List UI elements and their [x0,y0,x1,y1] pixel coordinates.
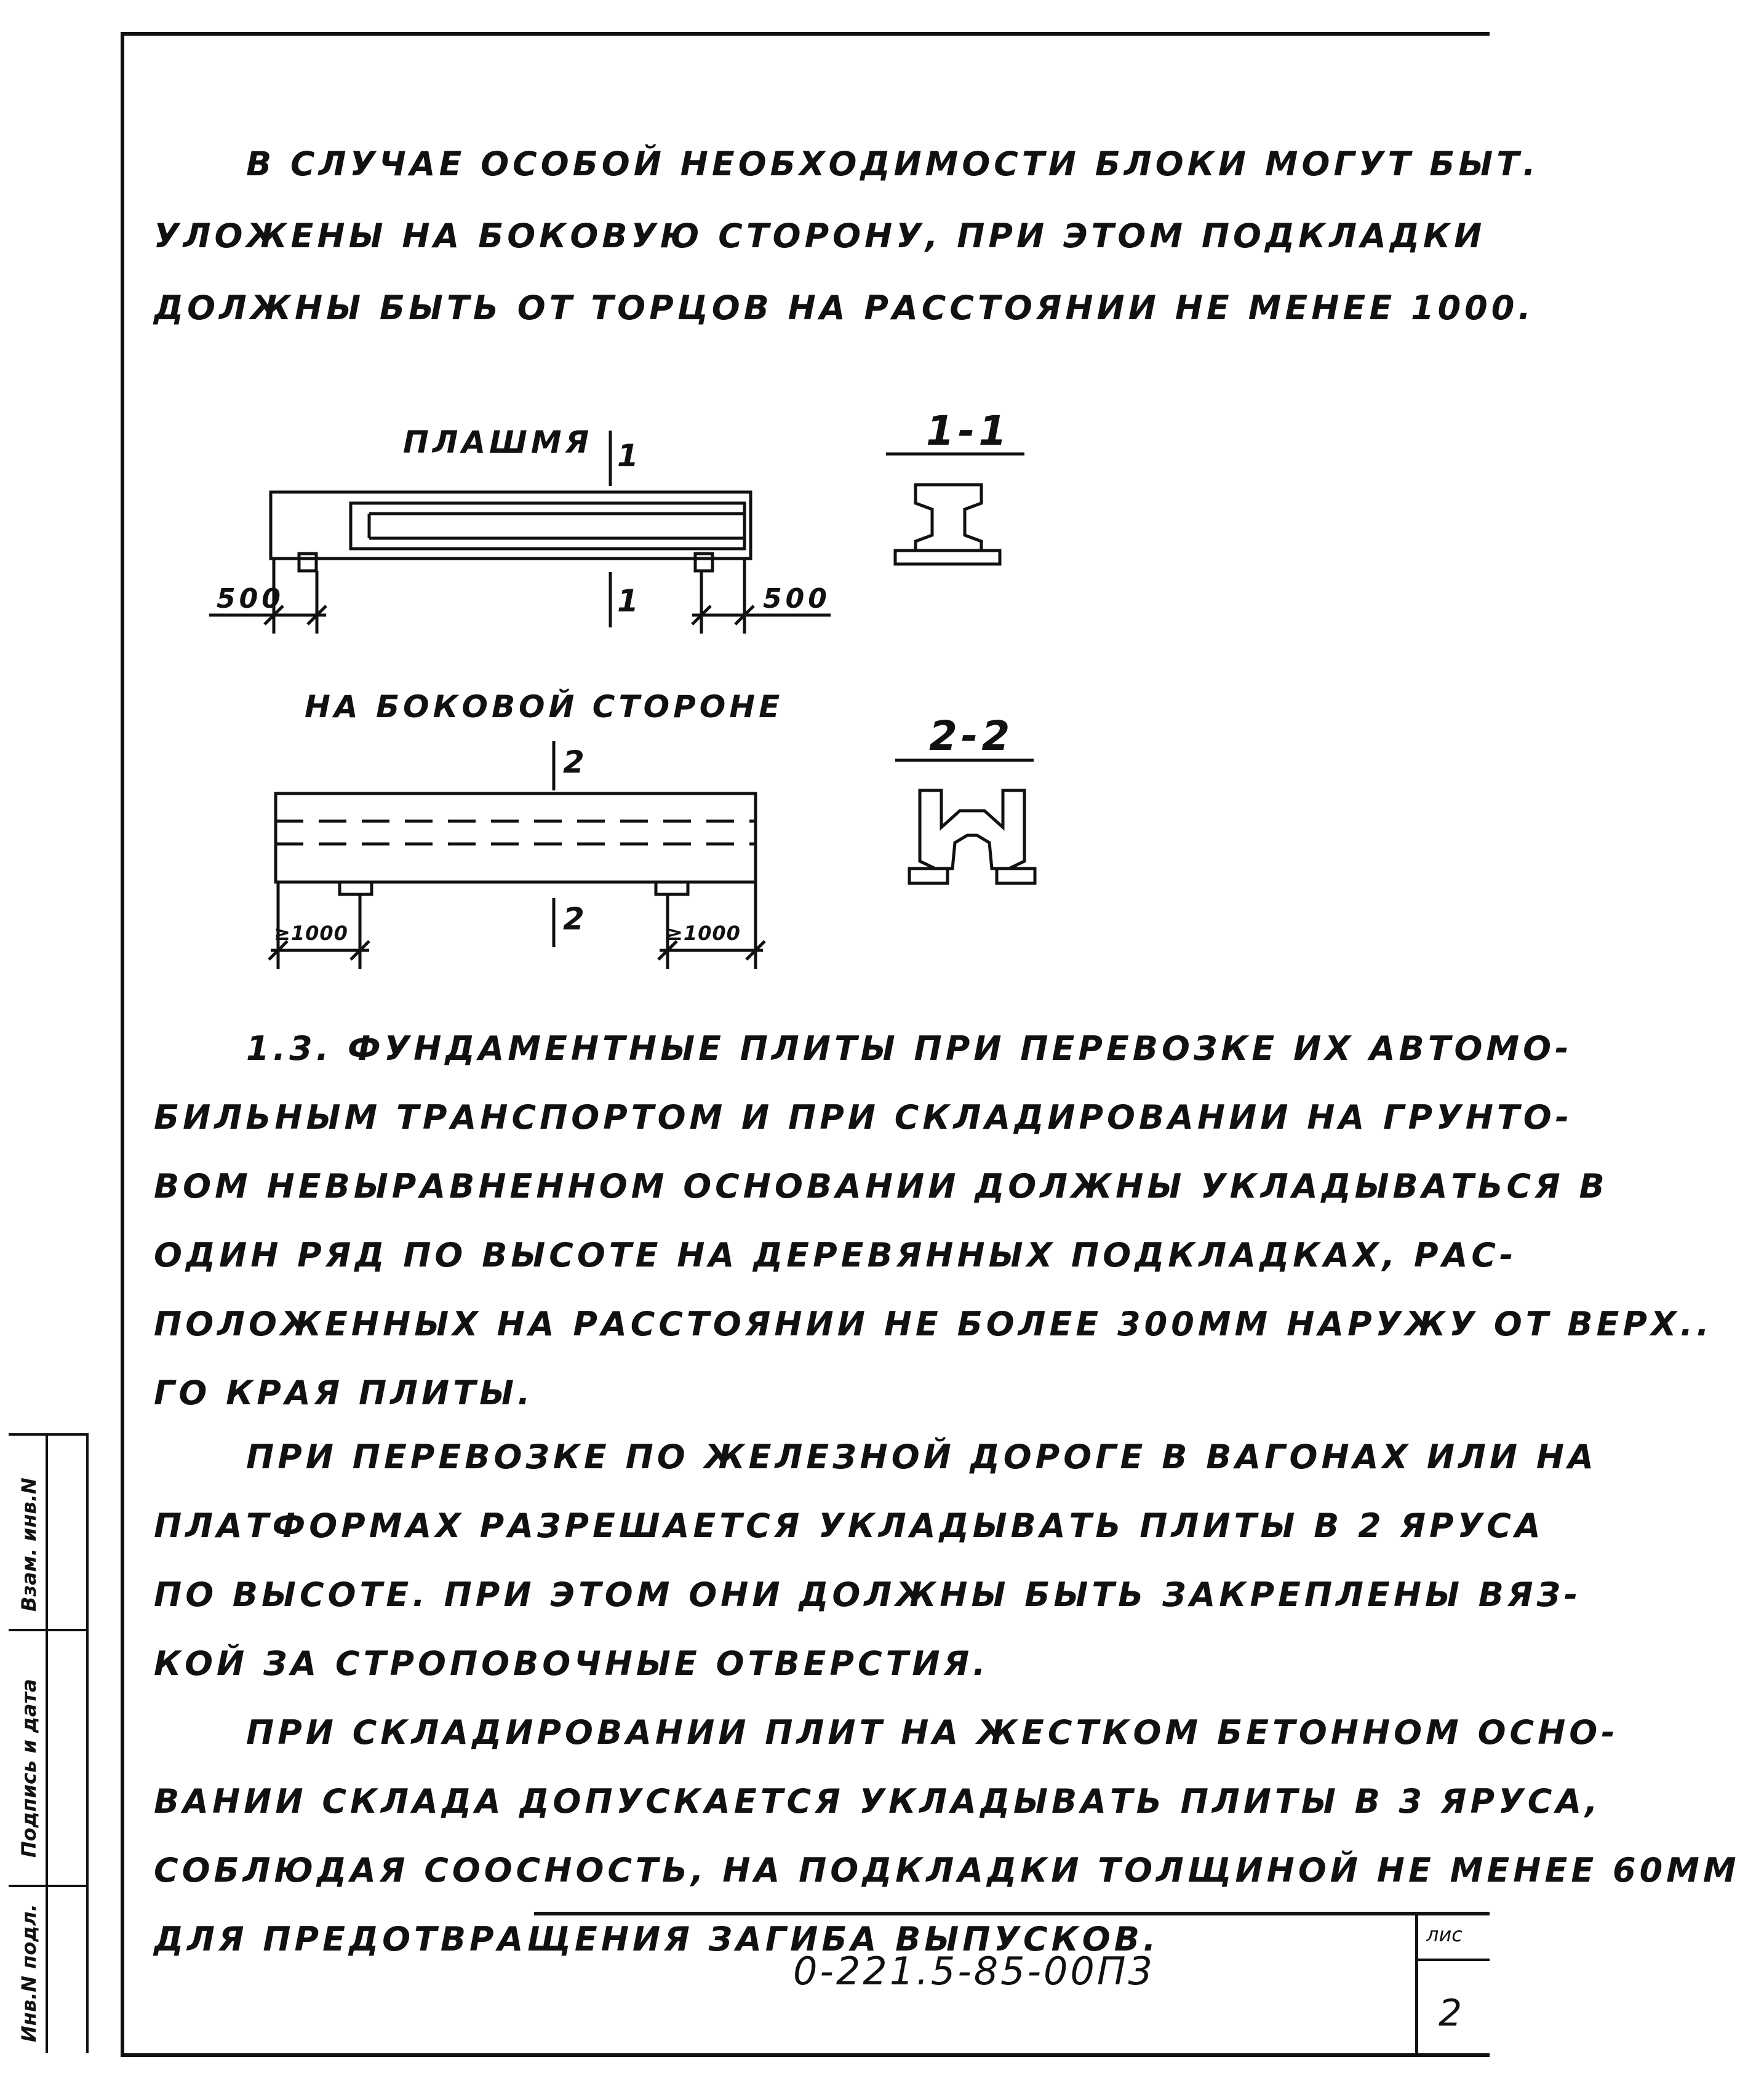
section-2-2-drawing [895,760,1035,883]
para13-line-2: БИЛЬНЫМ ТРАНСПОРТОМ И ПРИ СКЛАДИРОВАНИИ НА ГРУНТО- [154,1098,1573,1137]
dimension-right-1000: ≥1000 [666,921,741,945]
title-block-sheet-divider [1415,1959,1490,1961]
store-line-1: ПРИ СКЛАДИРОВАНИИ ПЛИТ НА ЖЕСТКОМ БЕТОННОМ ОСНО- [246,1713,1619,1752]
rail-line-3: ПО ВЫСОТЕ. ПРИ ЭТОМ ОНИ ДОЛЖНЫ БЫТЬ ЗАКРЕПЛЕНЫ ВЯЗ- [154,1575,1582,1614]
side-stamp-row-1 [9,1629,86,1631]
title-block-top-border [534,1912,1490,1915]
intro-line-2: УЛОЖЕНЫ НА БОКОВУЮ СТОРОНУ, ПРИ ЭТОМ ПОДКЛАДКИ [154,217,1486,255]
document-code: 0-221.5-85-00П3 [793,1949,1155,1994]
para13-line-5: ПОЛОЖЕННЫХ НА РАССТОЯНИИ НЕ БОЛЕЕ 300ММ НАРУЖУ ОТ ВЕРХ.. [154,1305,1713,1343]
rail-line-2: ПЛАТФОРМАХ РАЗРЕШАЕТСЯ УКЛАДЫВАТЬ ПЛИТЫ В 2 ЯРУСА [154,1506,1544,1545]
section-mark-2-bottom: 2 [563,901,588,937]
rail-line-1: ПРИ ПЕРЕВОЗКЕ ПО ЖЕЛЕЗНОЙ ДОРОГЕ В ВАГОНАХ ИЛИ НА [246,1438,1597,1476]
title-block-divider [1415,1912,1418,2053]
side-field-signature-date: Подпись и дата [17,1679,41,1858]
dimension-left-1000: ≥1000 [274,921,348,945]
para13-line-3: ВОМ НЕВЫРАВНЕННОМ ОСНОВАНИИ ДОЛЖНЫ УКЛАДЫВАТЬСЯ В [154,1167,1608,1206]
flat-label: ПЛАШМЯ [403,424,593,460]
section-1-1-drawing [886,454,1024,564]
dimension-left-500: 500 [217,583,284,614]
rail-line-4: КОЙ ЗА СТРОПОВОЧНЫЕ ОТВЕРСТИЯ. [154,1644,989,1683]
para13-line-6: ГО КРАЯ ПЛИТЫ. [154,1374,534,1412]
sheet-number: 2 [1439,1992,1463,2035]
para13-line-1: 1.3. ФУНДАМЕНТНЫЕ ПЛИТЫ ПРИ ПЕРЕВОЗКЕ ИХ АВТОМО- [246,1029,1573,1068]
flat-block-drawing [209,431,831,634]
dimension-right-500: 500 [763,583,831,614]
sheet-label: лис [1426,1923,1463,1946]
section-mark-2-top: 2 [563,744,588,780]
side-field-original-inv: Инв.N подл. [17,1904,41,2042]
section-title-2-2: 2-2 [929,712,1014,760]
side-stamp-col-2 [46,1433,89,2053]
side-stamp [9,1433,121,2053]
store-line-4: ДЛЯ ПРЕДОТВРАЩЕНИЯ ЗАГИБА ВЫПУСКОВ. [154,1920,1160,1959]
side-field-replace-inv: Взам. инв.N [17,1478,41,1612]
para13-line-4: ОДИН РЯД ПО ВЫСОТЕ НА ДЕРЕВЯННЫХ ПОДКЛАДКАХ, РАС- [154,1236,1517,1275]
section-mark-1-bottom: 1 [617,583,642,619]
side-stamp-row-top [9,1433,86,1436]
store-line-2: ВАНИИ СКЛАДА ДОПУСКАЕТСЯ УКЛАДЫВАТЬ ПЛИТЫ В 3 ЯРУСА, [154,1782,1602,1821]
section-mark-1-top: 1 [617,438,642,474]
side-stamp-row-2 [9,1885,86,1887]
side-label: НА БОКОВОЙ СТОРОНЕ [305,689,784,725]
store-line-3: СОБЛЮДАЯ СООСНОСТЬ, НА ПОДКЛАДКИ ТОЛЩИНОЙ НЕ МЕНЕЕ 60ММ [154,1851,1740,1890]
section-title-1-1: 1-1 [926,407,1011,455]
title-block [534,1912,1490,2053]
intro-line-3: ДОЛЖНЫ БЫТЬ ОТ ТОРЦОВ НА РАССТОЯНИИ НЕ МЕНЕЕ 1000. [154,288,1534,327]
intro-line-1: В СЛУЧАЕ ОСОБОЙ НЕОБХОДИМОСТИ БЛОКИ МОГУТ БЫТ. [246,145,1539,183]
